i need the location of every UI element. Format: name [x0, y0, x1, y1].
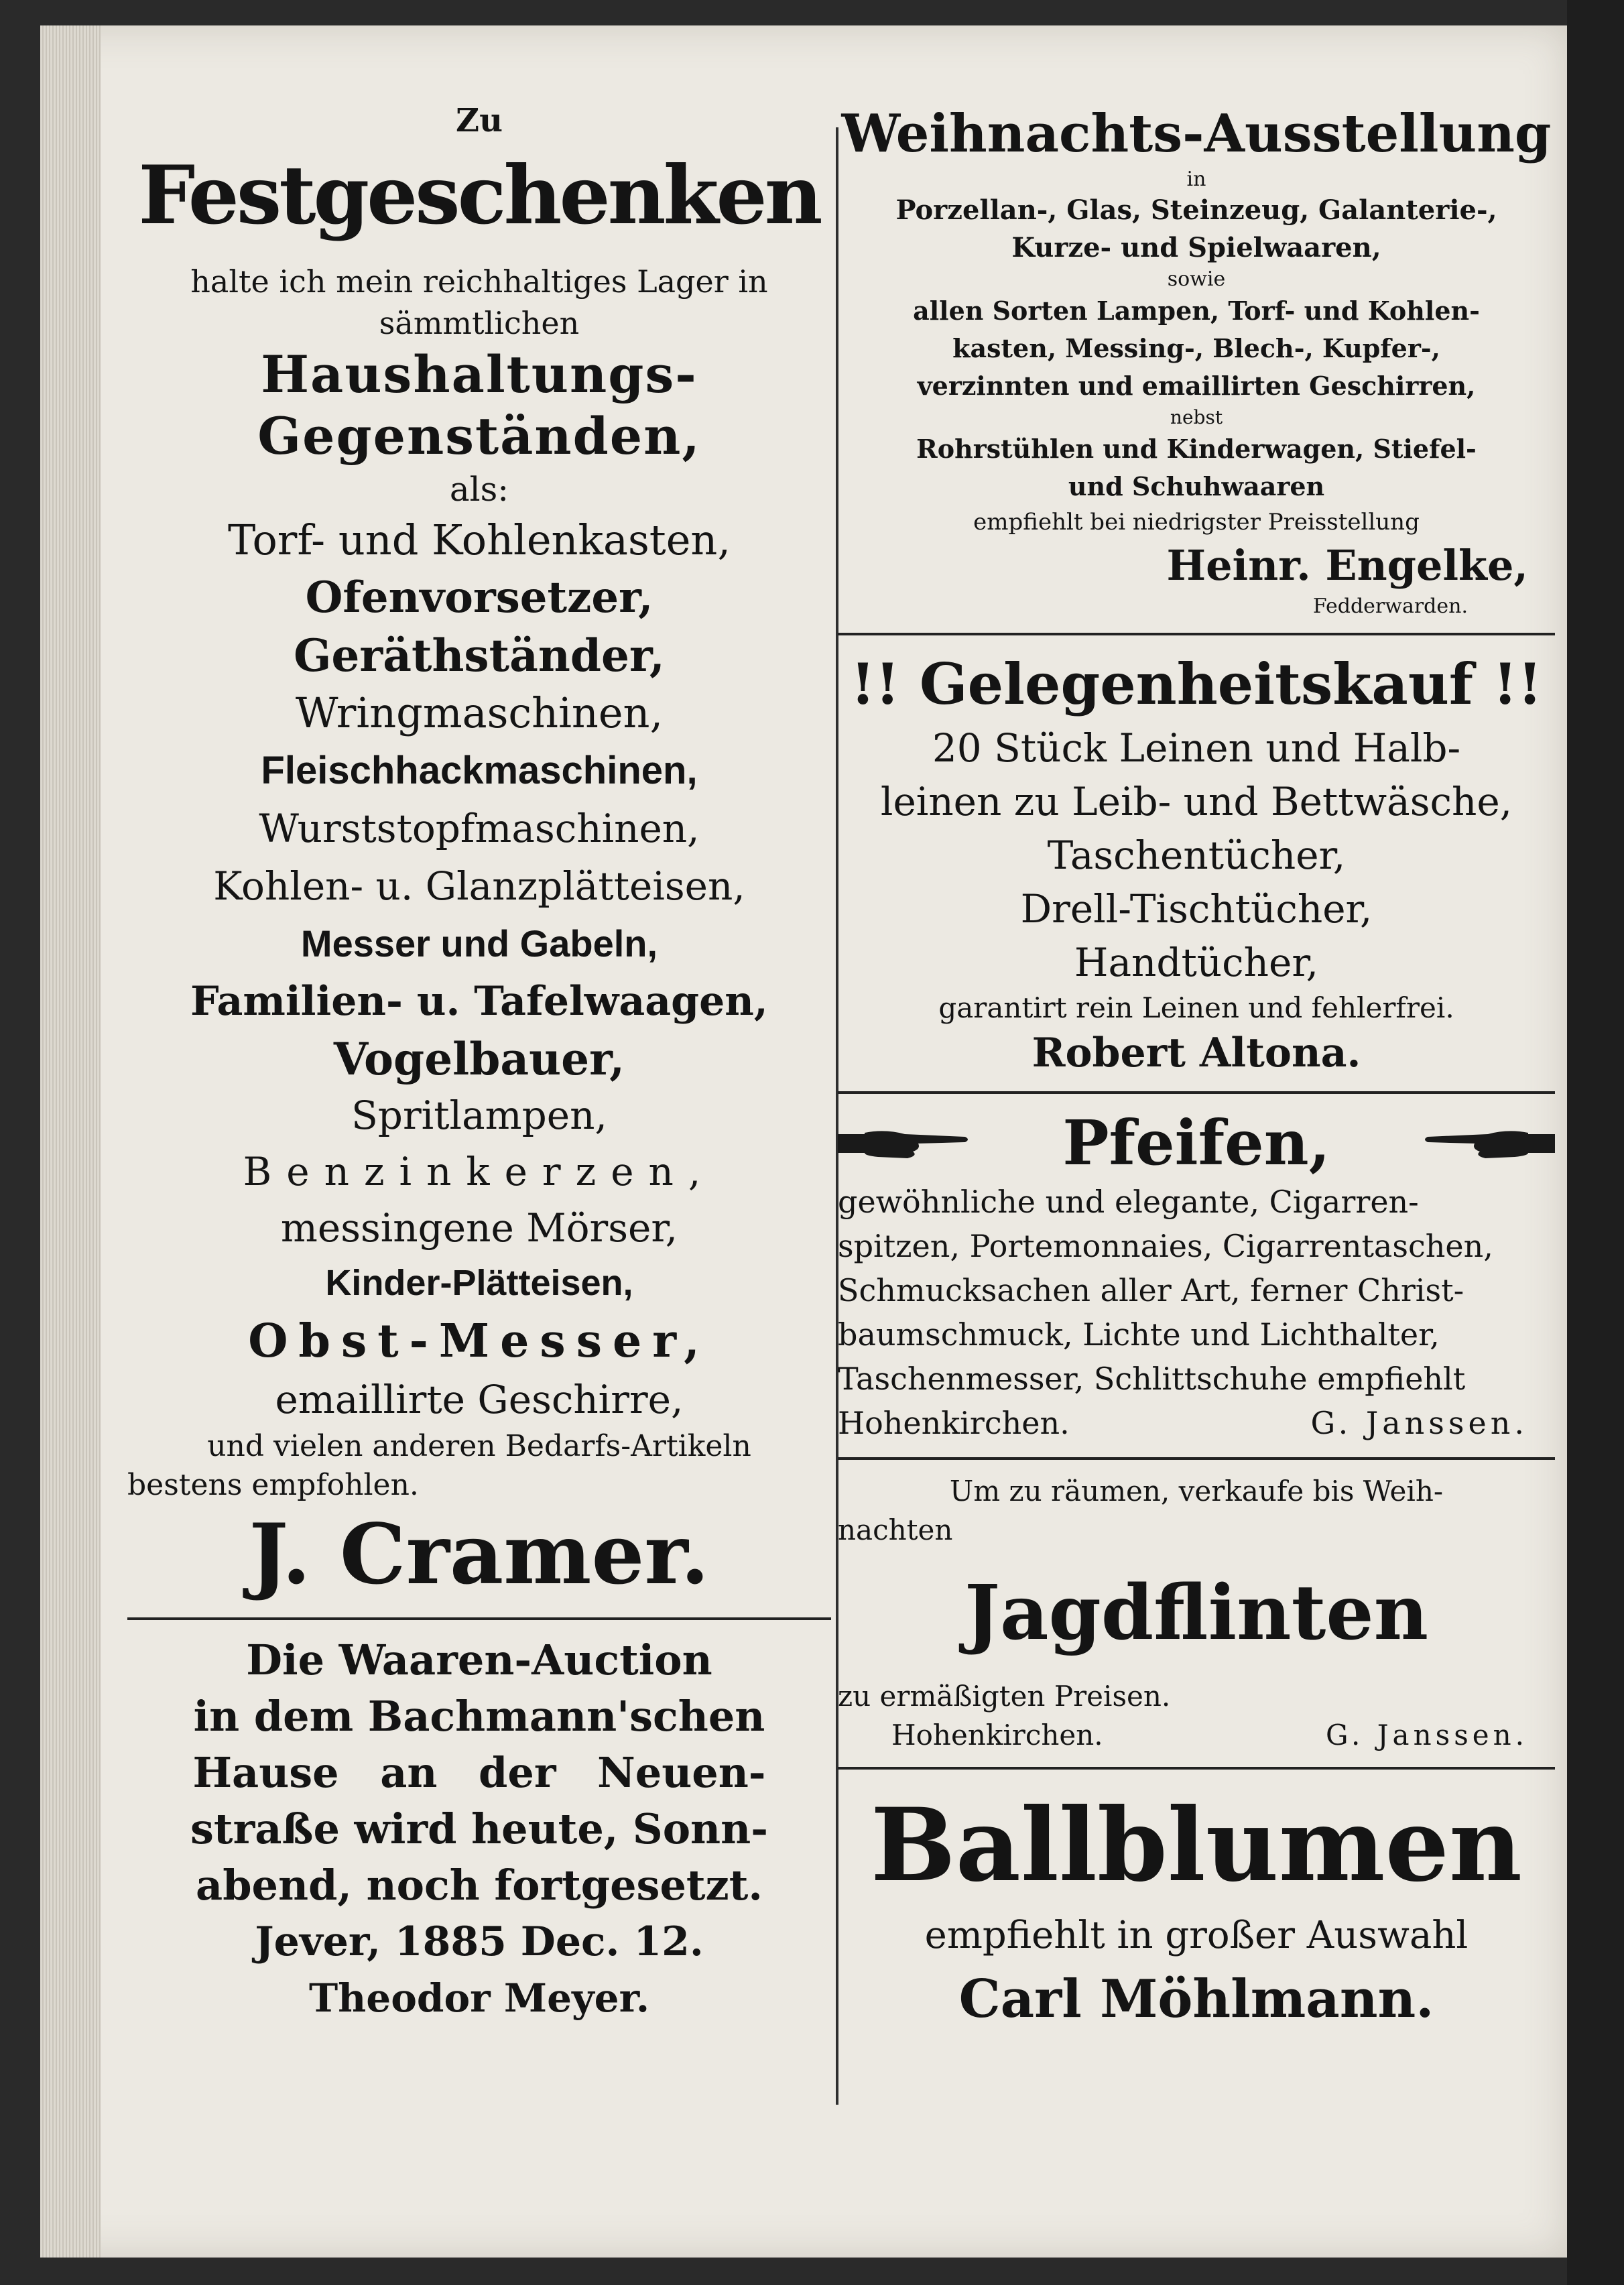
item-10: Spritlampen,	[351, 1093, 607, 1138]
jagd-line-1: Um zu räumen, verkaufe bis Weih-	[949, 1475, 1444, 1507]
jagd-headline: Jagdflinten	[964, 1569, 1428, 1657]
divider-rule	[127, 1617, 831, 1620]
cramer-closing-1: und vielen anderen Bedarfs-Artikeln	[207, 1429, 751, 1463]
altona-headline: !! Gelegenheitskauf !!	[850, 651, 1543, 717]
pfeifen-line-1: gewöhnliche und elegante, Cigarren-	[838, 1184, 1419, 1220]
item-9: Vogelbauer,	[333, 1033, 625, 1085]
item-3: Wringmaschinen,	[295, 688, 664, 737]
item-1: Ofenvorsetzer,	[305, 572, 653, 623]
page-edge	[40, 25, 101, 2258]
engelke-line-5: verzinnten und emaillirten Geschirren,	[917, 371, 1476, 401]
engelke-line-7: und Schuhwaaren	[1068, 471, 1325, 501]
engelke-in: in	[1186, 168, 1206, 191]
item-6: Kohlen- u. Glanzplätteisen,	[213, 863, 745, 909]
pfeifen-headline: Pfeifen,	[1062, 1107, 1330, 1179]
engelke-line-6: Rohrstühlen und Kinderwagen, Stiefel-	[916, 434, 1477, 464]
item-0: Torf- und Kohlenkasten,	[227, 515, 731, 564]
jagd-footer	[838, 1716, 1555, 1755]
altona-line-3: Taschentücher,	[1047, 832, 1346, 878]
altona-line-5: Handtücher,	[1074, 940, 1319, 985]
divider-rule	[838, 1091, 1555, 1094]
auction-line-1: in dem Bachmann'schen	[193, 1692, 765, 1741]
cramer-big-1: Haushaltungs-	[261, 345, 698, 404]
engelke-signature: Heinr. Engelke,	[1166, 541, 1528, 590]
item-2: Geräthständer,	[294, 629, 665, 682]
cramer-big-2: Gegenständen,	[257, 406, 701, 466]
divider-rule	[838, 633, 1555, 635]
cramer-text-1: halte ich mein reichhaltiges Lager in	[190, 263, 768, 300]
cramer-signature: J. Cramer.	[249, 1506, 710, 1603]
pfeifen-place: Hohenkirchen.	[838, 1405, 1070, 1441]
altona-line-4: Drell-Tischtücher,	[1020, 886, 1373, 932]
auction-line-3: straße wird heute, Sonn-	[190, 1804, 768, 1853]
divider-rule	[838, 1457, 1555, 1460]
pfeifen-line-4: baumschmuck, Lichte und Lichthalter,	[838, 1316, 1440, 1353]
item-4: Fleischhackmaschinen,	[261, 749, 698, 792]
ballblumen-advertisement	[838, 1782, 1555, 2036]
cramer-als: als:	[449, 470, 509, 509]
engelke-place: Fedderwarden.	[1312, 595, 1468, 618]
auction-line-2: Hause an der Neuen-	[192, 1748, 766, 1797]
pfeifen-signature: G. Janssen.	[1310, 1405, 1528, 1441]
altona-line-2: leinen zu Leib- und Bettwäsche,	[880, 779, 1513, 824]
engelke-sowie: sowie	[1167, 267, 1226, 291]
altona-line-6: garantirt rein Leinen und fehlerfrei.	[938, 991, 1454, 1024]
pfeifen-line-3: Schmucksachen aller Art, ferner Christ-	[838, 1272, 1464, 1308]
altona-advertisement	[838, 647, 1555, 1079]
auction-signature: Theodor Meyer.	[308, 1975, 650, 2021]
auction-line-0: Die Waaren-Auction	[246, 1635, 712, 1684]
auction-advertisement	[127, 1632, 831, 2026]
scan-background-bar	[1567, 0, 1624, 2285]
pfeifen-line-2: spitzen, Portemonnaies, Cigarrentaschen,	[838, 1228, 1493, 1264]
pfeifen-footer	[838, 1401, 1555, 1445]
pointing-hand-left-icon	[1421, 1119, 1555, 1166]
engelke-nebst: nebst	[1170, 406, 1223, 428]
cramer-advertisement	[127, 101, 831, 1605]
item-8: Familien- u. Tafelwaagen,	[190, 978, 768, 1025]
engelke-line-4: kasten, Messing-, Blech-, Kupfer-,	[952, 333, 1440, 363]
cramer-intro: Zu	[456, 102, 503, 139]
item-12: messingene Mörser,	[280, 1205, 678, 1251]
pfeifen-line-5: Taschenmesser, Schlittschuhe empfiehlt	[838, 1361, 1466, 1397]
item-7: Messer und Gabeln,	[300, 922, 658, 965]
cramer-headline: Festgeschenken	[138, 149, 820, 243]
item-15: emaillirte Geschirre,	[275, 1377, 684, 1422]
cramer-text-2: sämmtlichen	[379, 305, 580, 341]
jagdflinten-advertisement	[838, 1472, 1555, 1755]
engelke-line-3: allen Sorten Lampen, Torf- und Kohlen-	[913, 296, 1480, 326]
engelke-advertisement	[838, 101, 1555, 621]
cramer-closing-2: bestens empfohlen.	[127, 1468, 419, 1502]
jagd-line-2: nachten	[838, 1514, 953, 1546]
engelke-line-1: Porzellan-, Glas, Steinzeug, Galanterie-,	[895, 194, 1497, 226]
item-14: Obst-Messer,	[248, 1314, 710, 1368]
pfeifen-headline-row	[838, 1106, 1555, 1180]
pfeifen-advertisement	[838, 1106, 1555, 1445]
jagd-place: Hohenkirchen.	[891, 1719, 1103, 1751]
auction-line-4: abend, noch fortgesetzt.	[196, 1861, 763, 1910]
jagd-line-3: zu ermäßigten Preisen.	[838, 1680, 1171, 1713]
ball-headline: Ballblumen	[870, 1786, 1523, 1904]
engelke-line-8: empfiehlt bei niedrigster Preisstellung	[973, 509, 1420, 536]
item-13: Kinder-Plätteisen,	[325, 1263, 633, 1303]
right-column	[838, 101, 1555, 2036]
altona-signature: Robert Altona.	[1032, 1030, 1361, 1076]
ball-signature: Carl Möhlmann.	[958, 1969, 1434, 2030]
divider-rule	[838, 1767, 1555, 1770]
auction-date: Jever, 1885 Dec. 12.	[255, 1918, 704, 1965]
ball-line-1: empfiehlt in großer Auswahl	[924, 1914, 1469, 1957]
item-5: Wurststopfmaschinen,	[259, 806, 700, 851]
engelke-headline: Weihnachts-Ausstellung	[841, 103, 1552, 164]
left-column	[127, 101, 831, 2026]
jagd-signature: G. Janssen.	[1325, 1719, 1528, 1751]
altona-line-1: 20 Stück Leinen und Halb-	[932, 725, 1461, 771]
pointing-hand-right-icon	[838, 1119, 972, 1166]
item-11: Benzinkerzen,	[243, 1149, 716, 1194]
engelke-line-2: Kurze- und Spielwaaren,	[1011, 232, 1381, 263]
